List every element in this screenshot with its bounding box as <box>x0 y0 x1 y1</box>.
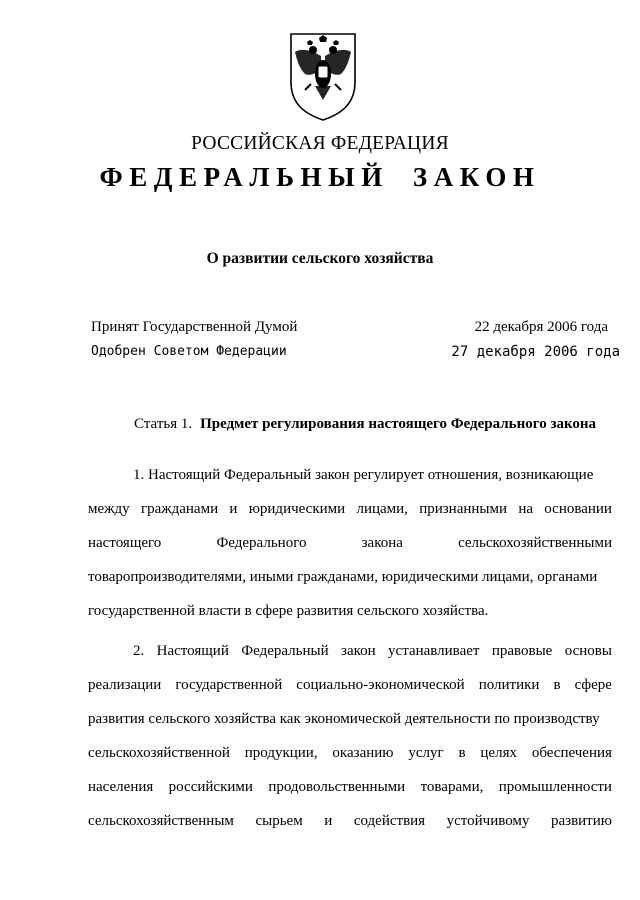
word: целях <box>480 745 517 761</box>
word: промышленности <box>498 779 612 795</box>
coat-of-arms-emblem <box>283 30 363 122</box>
approved-by-council-label: Одобрен Советом Федерации <box>91 344 287 359</box>
word: продукции, <box>244 745 318 761</box>
paragraph-line <box>88 492 612 526</box>
word: Федерального <box>216 535 307 551</box>
law-title <box>0 162 640 193</box>
word: и <box>324 813 333 829</box>
word: юридическими <box>248 501 346 517</box>
word: сельскохозяйственными <box>458 535 612 551</box>
article-title: Предмет регулирования настоящего Федерального закона <box>200 416 597 432</box>
word: Настоящий <box>156 643 229 659</box>
word: населения <box>88 779 154 795</box>
word: социально-экономической <box>296 677 465 693</box>
word: оказанию <box>332 745 394 761</box>
word: в <box>458 745 466 761</box>
word: устанавливает <box>388 643 480 659</box>
paragraph-line: 1. Настоящий Федеральный закон регулирует отношения, возникающие <box>133 467 594 483</box>
double-headed-eagle-icon <box>283 30 363 122</box>
word: политики <box>478 677 540 693</box>
article-heading <box>134 416 596 433</box>
article-number: Статья 1. <box>134 416 193 432</box>
paragraph-line <box>88 770 612 804</box>
word: и <box>229 501 238 517</box>
word: российскими <box>168 779 253 795</box>
paragraph-line: товаропроизводителями, иными гражданами, юридическими лицами, органами <box>88 569 598 585</box>
word: между <box>88 501 130 517</box>
paragraph-1 <box>88 458 612 628</box>
paragraph-line: развития сельского хозяйства как экономической деятельности по производству <box>88 711 600 727</box>
paragraph-line <box>88 634 612 668</box>
word: признанными <box>419 501 508 517</box>
word: сырьем <box>255 813 303 829</box>
word: лицами, <box>356 501 408 517</box>
law-title-word-2: ЗАКОН <box>412 162 541 192</box>
word: услуг <box>408 745 444 761</box>
word: основы <box>564 643 612 659</box>
word: государственной <box>175 677 283 693</box>
paragraph-line <box>88 668 612 702</box>
word: закона <box>361 535 403 551</box>
word: на <box>518 501 533 517</box>
paragraph-2 <box>88 634 612 838</box>
word: гражданами <box>140 501 219 517</box>
word: продовольственными <box>268 779 406 795</box>
word: устойчивому <box>446 813 530 829</box>
word: обеспечения <box>531 745 612 761</box>
word: правовые <box>491 643 553 659</box>
adopted-by-duma-label: Принят Государственной Думой <box>91 319 298 335</box>
paragraph-line <box>88 736 612 770</box>
word: закон <box>341 643 376 659</box>
word: сельскохозяйственной <box>88 745 230 761</box>
paragraph-line: государственной власти в сфере развития сельского хозяйства. <box>88 603 489 619</box>
word: в <box>553 677 561 693</box>
law-title-word-1: ФЕДЕРАЛЬНЫЙ <box>99 162 389 192</box>
word: реализации <box>88 677 162 693</box>
law-subject: О развитии сельского хозяйства <box>206 250 434 267</box>
word: сельскохозяйственным <box>88 813 234 829</box>
paragraph-line <box>88 804 612 838</box>
adopted-by-duma-date: 22 декабря 2006 года <box>474 319 608 335</box>
country-heading: РОССИЙСКАЯ ФЕДЕРАЦИЯ <box>191 133 449 154</box>
word: 2. <box>133 643 145 659</box>
word: товарами, <box>420 779 484 795</box>
paragraph-line <box>88 526 612 560</box>
word: развитию <box>550 813 612 829</box>
word: сфере <box>574 677 612 693</box>
word: содействия <box>353 813 426 829</box>
word: основании <box>544 501 612 517</box>
word: настоящего <box>88 535 162 551</box>
approved-by-council-date: 27 декабря 2006 года <box>451 344 620 360</box>
word: Федеральный <box>241 643 329 659</box>
